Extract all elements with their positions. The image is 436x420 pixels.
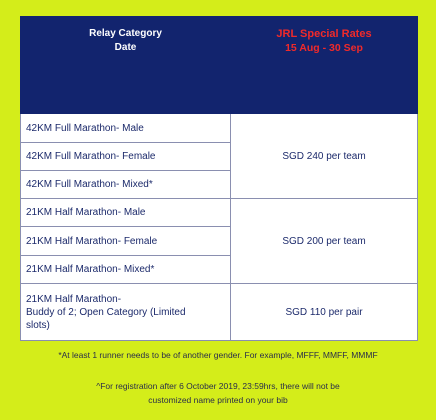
category-cell: 42KM Full Marathon- Female <box>21 143 231 171</box>
category-cell: 21KM Half Marathon- Female <box>21 227 231 256</box>
category-cell: 21KM Half Marathon- Mixed* <box>21 256 231 284</box>
price-cell: SGD 240 per team <box>231 114 418 199</box>
table-header-row <box>21 17 418 114</box>
category-cell: 21KM Half Marathon- Male <box>21 199 231 227</box>
registration-footnote-line: ^For registration after 6 October 2019, 23:59hrs, there will not be <box>96 381 340 391</box>
category-line: Buddy of 2; Open Category (Limited <box>26 307 186 318</box>
category-cell <box>21 284 231 341</box>
header-rate-dates: 15 Aug - 30 Sep <box>285 42 363 54</box>
rates-table <box>20 16 418 341</box>
mixed-footnote: *At least 1 runner needs to be of another gender. For example, MFFF, MMFF, MMMF <box>58 350 378 360</box>
header-rate <box>231 17 418 114</box>
table-row <box>21 114 418 143</box>
price-cell: SGD 200 per team <box>231 199 418 284</box>
header-category-subtitle: Date <box>114 42 137 53</box>
header-category <box>21 17 231 114</box>
registration-footnote-line: customized name printed on your bib <box>148 395 288 405</box>
table-row <box>21 284 418 341</box>
category-cell: 42KM Full Marathon- Male <box>21 114 231 143</box>
price-cell: SGD 110 per pair <box>231 284 418 341</box>
category-line: slots) <box>26 320 50 331</box>
registration-footnote <box>0 379 436 407</box>
header-rate-title: JRL Special Rates <box>276 28 372 40</box>
header-category-title: Relay Category <box>89 28 162 39</box>
category-cell: 42KM Full Marathon- Mixed* <box>21 171 231 199</box>
category-line: 21KM Half Marathon- <box>26 294 122 305</box>
table-row <box>21 199 418 227</box>
